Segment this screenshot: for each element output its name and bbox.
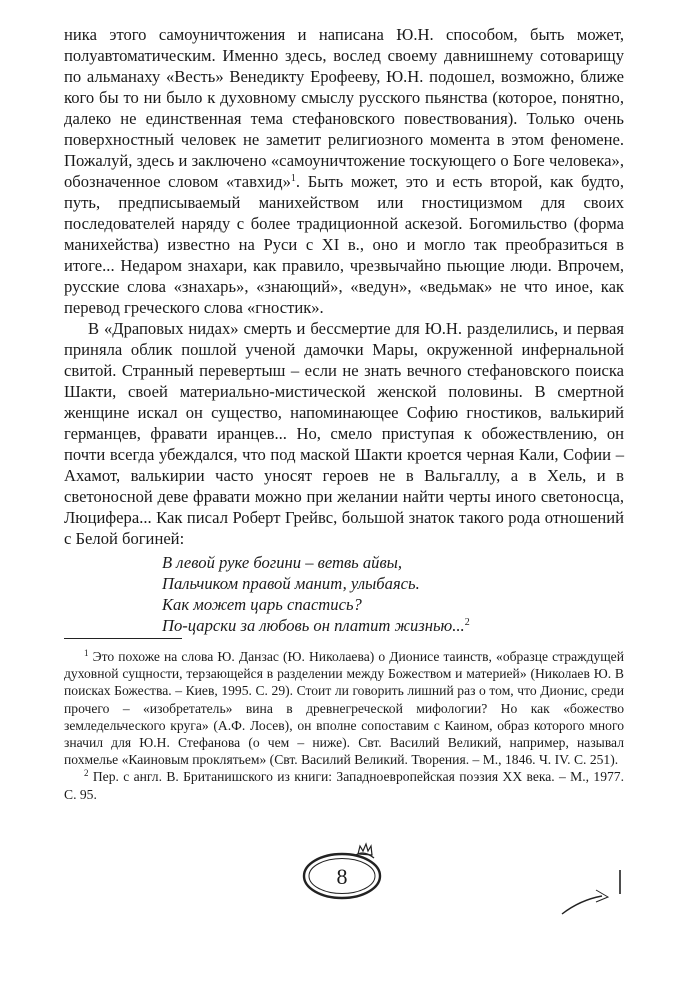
poem-line-4 xyxy=(162,615,602,636)
footnote-1 xyxy=(64,648,624,768)
footnote-ref-2: 2 xyxy=(464,617,470,628)
page-number: 8 xyxy=(336,864,348,889)
paragraph-1-continued: . Быть может, это и есть второй, как будто, путь, предписываемый манихейством или гностицизмом для своих последователей наряду с более традиционной аскезой. Богомильство (форма манихейства) известно на Руси с XI в., оно и могло так преобразиться в итоге... Недаром знахари, как правило, чрезвычайно пьющие люди. Впрочем, русские слова «знахарь», «знающий», «ведун», «ведьмак» не что иное, как перевод греческого слова «гностик». xyxy=(64,172,624,317)
paragraph-2-text: В «Драповых нидах» смерть и бессмертие для Ю.Н. разделились, и первая приняла облик пошлой ученой дамочки Мары, окруженной инфернальной свитой. Странный перевертыш – если не знать вечного стефановского поиска Шакти, своей материально-мистической женской половины. В смертной женщине искал он существо, напоминающее Софию гностиков, валькирий германцев, фравати иранцев... Но, смело приступая к обожествлению, он почти всегда убеждался, что под маской Шакти кроется черная Кали, Софии – Ахамот, валькирии часто уносят героев не в Вальгаллу, а в Хель, и в светоносной деве фравати можно при желании найти черты иного светоносца, Люцифера... Как писал Роберт Грейвс, большой знаток такого рода отношений с Белой богиней: xyxy=(64,319,624,548)
poem-line-1: В левой руке богини – ветвь айвы, xyxy=(162,553,403,572)
footnote-divider xyxy=(64,638,182,639)
main-text xyxy=(64,24,624,549)
footnote-2-mark: 2 xyxy=(84,768,89,779)
footnote-ref-1: 1 xyxy=(290,173,296,184)
footnote-2-text: Пер. с англ. В. Британишского из книги: Западноевропейская поэзия XX века. – М., 1977. С. 95. xyxy=(64,769,624,802)
paragraph-1-text: ника этого самоуничтожения и написана Ю.Н. способом, быть может, полуавтоматическим. Именно здесь, вослед своему давнишнему сотоварищу по альманаху «Весть» Венедикту Ерофееву, Ю.Н. подошел, возможно, ближе кого бы то ни было к духовному смыслу русского пьянства (которое, понятно, далеко не единственная тема стефановского повествования). Только очень поверхностный человек не заметит религиозного момента в этом феномене. Пожалуй, здесь и заключено «самоуничтожение тоскующего о Боге человека», обозначенное словом «тавхид» xyxy=(64,25,624,191)
paragraph-2 xyxy=(64,318,624,549)
poem-quote xyxy=(162,552,602,636)
poem-line-3: Как может царь спастись? xyxy=(162,595,362,614)
poem-line-4-text: По-царски за любовь он платит жизнью... xyxy=(162,616,465,635)
footnote-2 xyxy=(64,768,624,802)
poem-line-2: Пальчиком правой манит, улыбаясь. xyxy=(162,574,420,593)
footnotes xyxy=(64,648,624,803)
corner-flourish-icon xyxy=(560,860,630,920)
footnote-1-mark: 1 xyxy=(84,648,89,658)
paragraph-1 xyxy=(64,24,624,318)
footnote-1-text: Это похоже на слова Ю. Данзас (Ю. Николаева) о Дионисе таинств, «образце страждущей духовной сущности, терзающейся в разделении между Божеством и материей» (Николаев Ю. В поисках Божества. – Киев, 1995. С. 29). Стоит ли говорить лишний раз о том, что Дионис, среди прочего – «изобретатель» вина в древнегреческой мифологии? Но как «божество земледельческого круга» (А.Ф. Лосев), он вполне сопоставим с Каином, образ которого много значил для Ю.Н. Стефанова (о чем – ниже). Свт. Василий Великий, например, называл похмелье «Каиновым проклятьем» (Свт. Василий Великий. Творения. – М., 1846. Ч. IV. С. 251). xyxy=(64,649,624,768)
